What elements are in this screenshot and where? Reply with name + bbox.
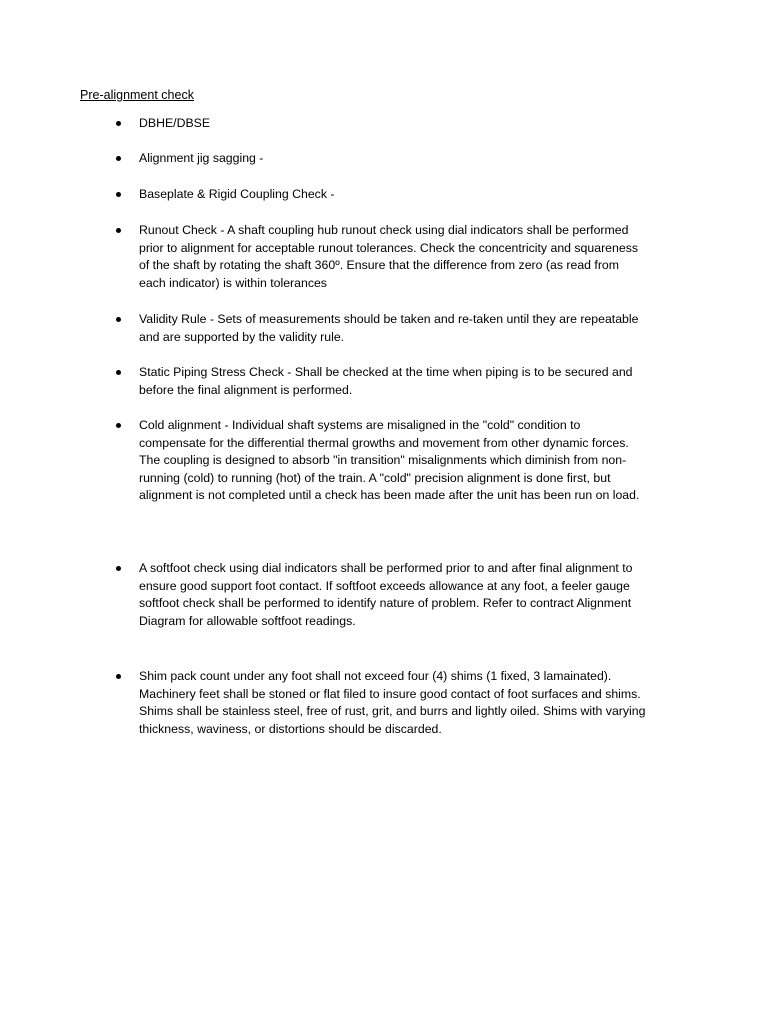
list-item-text: DBHE/DBSE: [139, 116, 211, 130]
bullet-icon: [116, 228, 121, 233]
section-heading: Pre-alignment check: [80, 88, 194, 102]
bullet-icon: [116, 674, 121, 679]
bullet-icon: [116, 156, 121, 161]
list-item-text: Runout Check - A shaft coupling hub runout check using dial indicators shall be performed prior to alignment for acceptable runout tolerances. Check the concentricity and squareness of the shaft by rotating the shaft 360º. Ensure that the difference from zero (as read from each indicator) is within tolerances: [139, 223, 638, 290]
bullet-icon: [116, 192, 121, 197]
bullet-icon: [116, 121, 121, 126]
list-item-text: A softfoot check using dial indicators shall be performed prior to and after final alignment to ensure good support foot contact. If softfoot exceeds allowance at any foot, a feeler gauge softfoot check shall be performed to identify nature of problem. Refer to contract Alignment Diagram for allowable softfoot readings.: [139, 561, 633, 628]
bullet-icon: [116, 370, 121, 375]
list-item-text: Cold alignment - Individual shaft systems are misaligned in the "cold" condition to compensate for the differential thermal growths and movement from other dynamic forces. The coupling is designed to absorb "in transition" misalignments which diminish from non- running (cold) to running (hot) of the train. A "cold" precision alignment is done first, but alignment is not completed until a check has been made after the unit has been run on load.: [139, 418, 640, 503]
list-item-text: Alignment jig sagging -: [139, 151, 264, 165]
bullet-icon: [116, 423, 121, 428]
bullet-icon: [116, 566, 121, 571]
list-item-text: Baseplate & Rigid Coupling Check -: [139, 187, 335, 201]
bullet-icon: [116, 317, 121, 322]
list-item-text: Validity Rule - Sets of measurements should be taken and re-taken until they are repeatable and are supported by the validity rule.: [139, 312, 639, 344]
list-item-text: Static Piping Stress Check - Shall be checked at the time when piping is to be secured and before the final alignment is performed.: [139, 365, 633, 397]
list-item-text: Shim pack count under any foot shall not exceed four (4) shims (1 fixed, 3 lamainated). Machinery feet shall be stoned or flat filed to insure good contact of foot surfaces and shims. Shims shall be stainless steel, free of rust, grit, and burrs and lightly oiled. Shims with varying thickness, waviness, or distortions should be discarded.: [139, 669, 646, 736]
